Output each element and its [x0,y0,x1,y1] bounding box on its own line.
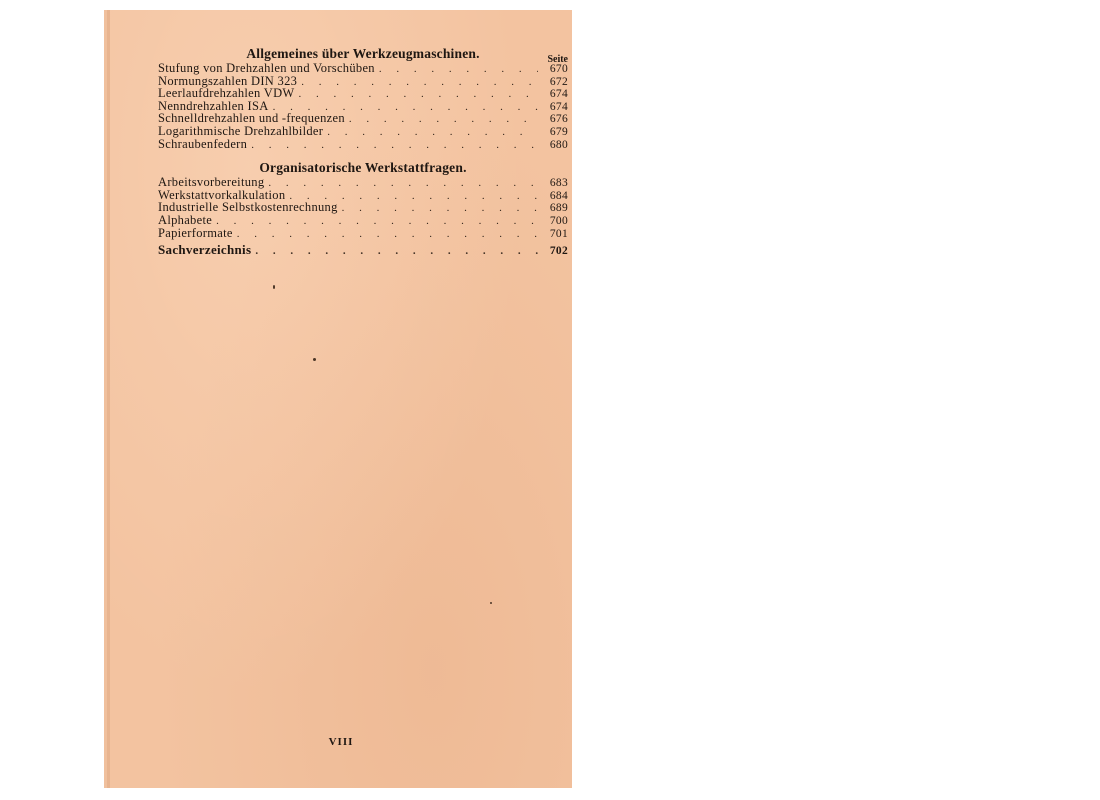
toc-entry-page: 674 [549,88,568,101]
toc-entry-page: 689 [549,202,568,215]
toc-entry-page: 684 [549,189,568,202]
toc-entry-page: 672 [549,75,568,88]
leader-dots [216,215,538,228]
toc-entry-title: Papierformate [158,225,233,240]
toc-entry-page: 674 [549,100,568,113]
toc-entry-page: 680 [549,138,568,151]
index-entry-title: Sachverzeichnis [158,242,252,258]
toc-entry [158,62,568,75]
leader-dots [342,202,538,215]
toc-entry-title: Nenndrehzahlen ISA [158,98,269,113]
section-1-header [158,46,568,65]
toc-entry [158,214,568,227]
leader-dots [379,63,538,76]
page-number: VIII [328,736,354,748]
table-of-contents [158,46,568,257]
paper-speck [313,358,316,361]
page-column-label: Seite [547,54,568,65]
toc-entry-title: Werkstattvorkalkulation [158,187,286,202]
index-entry-page: 702 [549,245,568,258]
leader-dots [237,228,538,241]
leader-dots [255,244,538,258]
leader-dots [268,177,538,190]
toc-entry [158,201,568,214]
leader-dots [349,113,538,126]
section-2-header [158,160,568,176]
toc-entry-page: 683 [549,177,568,190]
toc-entry-title: Arbeitsvorbereitung [158,175,265,190]
paper-speck [490,602,492,604]
toc-entry [158,227,568,240]
toc-entry-title: Schraubenfedern [158,136,248,151]
toc-entry [158,138,568,151]
toc-entry-page: 700 [549,214,568,227]
toc-entry-title: Industrielle Selbstkostenrechnung [158,200,338,215]
index-entry [158,243,568,257]
toc-entry-page: 679 [549,125,568,138]
section-gap [158,150,568,160]
section-heading: Allgemeines über Werkzeugmaschinen. [246,46,480,61]
leader-dots [327,126,538,139]
toc-entry-page: 701 [549,227,568,240]
leader-dots [301,76,538,89]
toc-entry-page: 670 [549,63,568,75]
toc-entry [158,125,568,138]
paper-speck [273,285,275,289]
toc-entry-page: 676 [549,113,568,126]
toc-entry-title: Leerlaufdrehzahlen VDW [158,86,295,101]
section-heading: Organisatorische Werkstattfragen. [259,160,467,176]
toc-entry-title: Logarithmische Drehzahlbilder [158,123,324,138]
toc-entry-title: Stufung von Drehzahlen und Vorschüben [158,61,375,75]
leader-dots [251,139,538,152]
book-page [110,10,572,788]
toc-entry-title: Schnelldrehzahlen und -frequenzen [158,111,345,126]
leader-dots [299,88,538,101]
toc-entry [158,87,568,100]
toc-entry-title: Alphabete [158,212,213,227]
toc-entry-title: Normungszahlen DIN 323 [158,73,298,88]
toc-entry [158,176,568,189]
